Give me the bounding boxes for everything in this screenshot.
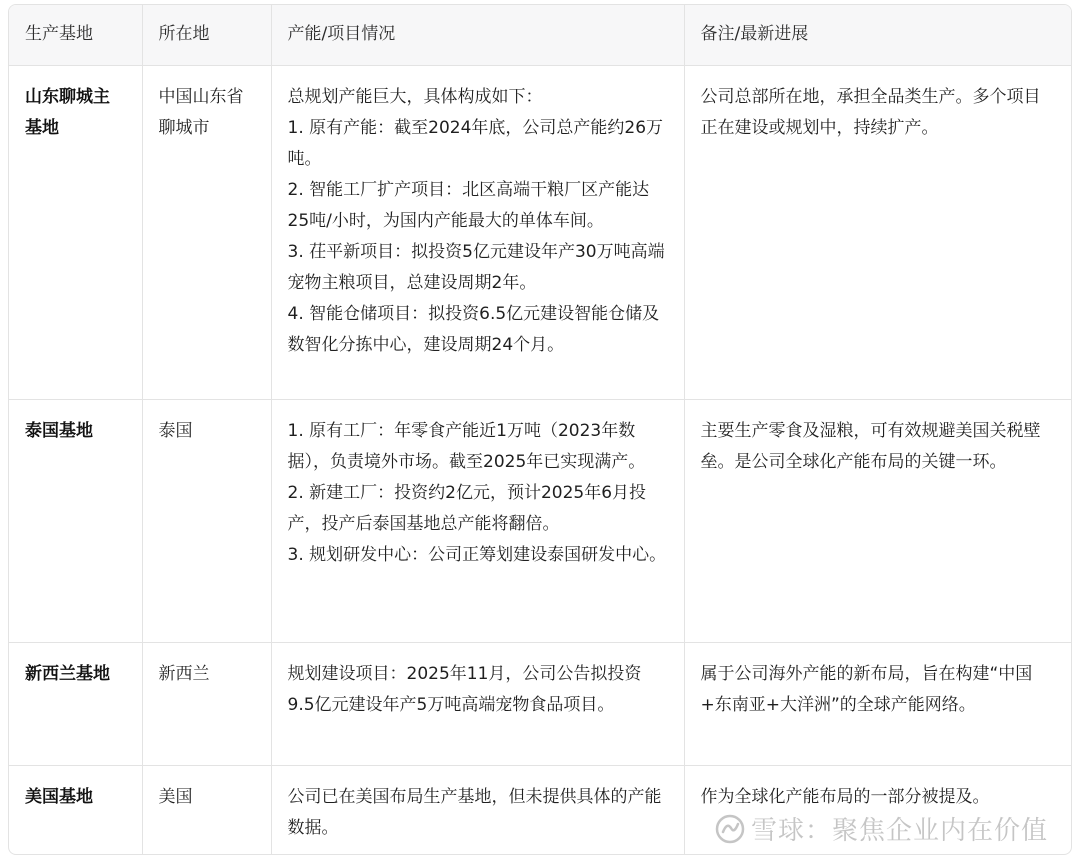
cell-notes: 作为全球化产能布局的一部分被提及。 [700, 786, 990, 807]
capacity-line: 公司已在美国布局生产基地，但未提供具体的产能数据。 [287, 786, 662, 838]
cell-capacity [271, 765, 684, 855]
capacity-line: 总规划产能巨大，具体构成如下： [287, 86, 543, 107]
capacity-line: 2. 智能工厂扩产项目：北区高端干粮厂区产能达25吨/小时，为国内产能最大的单体车间。 [287, 179, 650, 231]
table-row [9, 399, 1071, 642]
table-header [9, 5, 1071, 65]
production-base-table-container [8, 4, 1072, 855]
header-base: 生产基地 [9, 5, 142, 65]
cell-base: 新西兰基地 [9, 642, 142, 765]
cell-notes: 公司总部所在地，承担全品类生产。多个项目正在建设或规划中，持续扩产。 [684, 65, 1071, 399]
xueqiu-logo-icon [715, 814, 745, 844]
cell-location: 泰国 [142, 399, 271, 642]
capacity-line: 1. 原有产能：截至2024年底，公司总产能约26万吨。 [287, 117, 664, 169]
header-notes: 备注/最新进展 [684, 5, 1071, 65]
table-row [9, 642, 1071, 765]
production-base-table [9, 5, 1071, 855]
capacity-line: 3. 规划研发中心：公司正筹划建设泰国研发中心。 [287, 544, 667, 565]
capacity-line: 4. 智能仓储项目：拟投资6.5亿元建设智能仓储及数智化分拣中心，建设周期24个月。 [287, 303, 660, 355]
cell-capacity [271, 642, 684, 765]
cell-location: 中国山东省聊城市 [142, 65, 271, 399]
cell-base: 山东聊城主基地 [9, 65, 142, 399]
header-location: 所在地 [142, 5, 271, 65]
cell-capacity [271, 65, 684, 399]
watermark-text: 雪球：聚焦企业内在价值 [750, 816, 1048, 846]
capacity-line: 规划建设项目：2025年11月，公司公告拟投资9.5亿元建设年产5万吨高端宠物食品项目。 [287, 663, 642, 715]
cell-location: 美国 [142, 765, 271, 855]
cell-location: 新西兰 [142, 642, 271, 765]
cell-notes: 主要生产零食及湿粮，可有效规避美国关税壁垒。是公司全球化产能布局的关键一环。 [684, 399, 1071, 642]
header-capacity: 产能/项目情况 [271, 5, 684, 65]
capacity-line: 2. 新建工厂：投资约2亿元，预计2025年6月投产，投产后泰国基地总产能将翻倍。 [287, 482, 647, 534]
cell-base: 泰国基地 [9, 399, 142, 642]
capacity-line: 3. 茌平新项目：拟投资5亿元建设年产30万吨高端宠物主粮项目，总建设周期2年。 [287, 241, 665, 293]
table-body [9, 65, 1071, 855]
watermark [715, 810, 1048, 847]
table-row [9, 65, 1071, 399]
header-row [9, 5, 1071, 65]
capacity-line: 1. 原有工厂：年零食产能近1万吨（2023年数据），负责境外市场。截至2025年已实现满产。 [287, 420, 646, 472]
cell-capacity [271, 399, 684, 642]
cell-notes: 属于公司海外产能的新布局，旨在构建“中国+东南亚+大洋洲”的全球产能网络。 [684, 642, 1071, 765]
cell-base: 美国基地 [9, 765, 142, 855]
